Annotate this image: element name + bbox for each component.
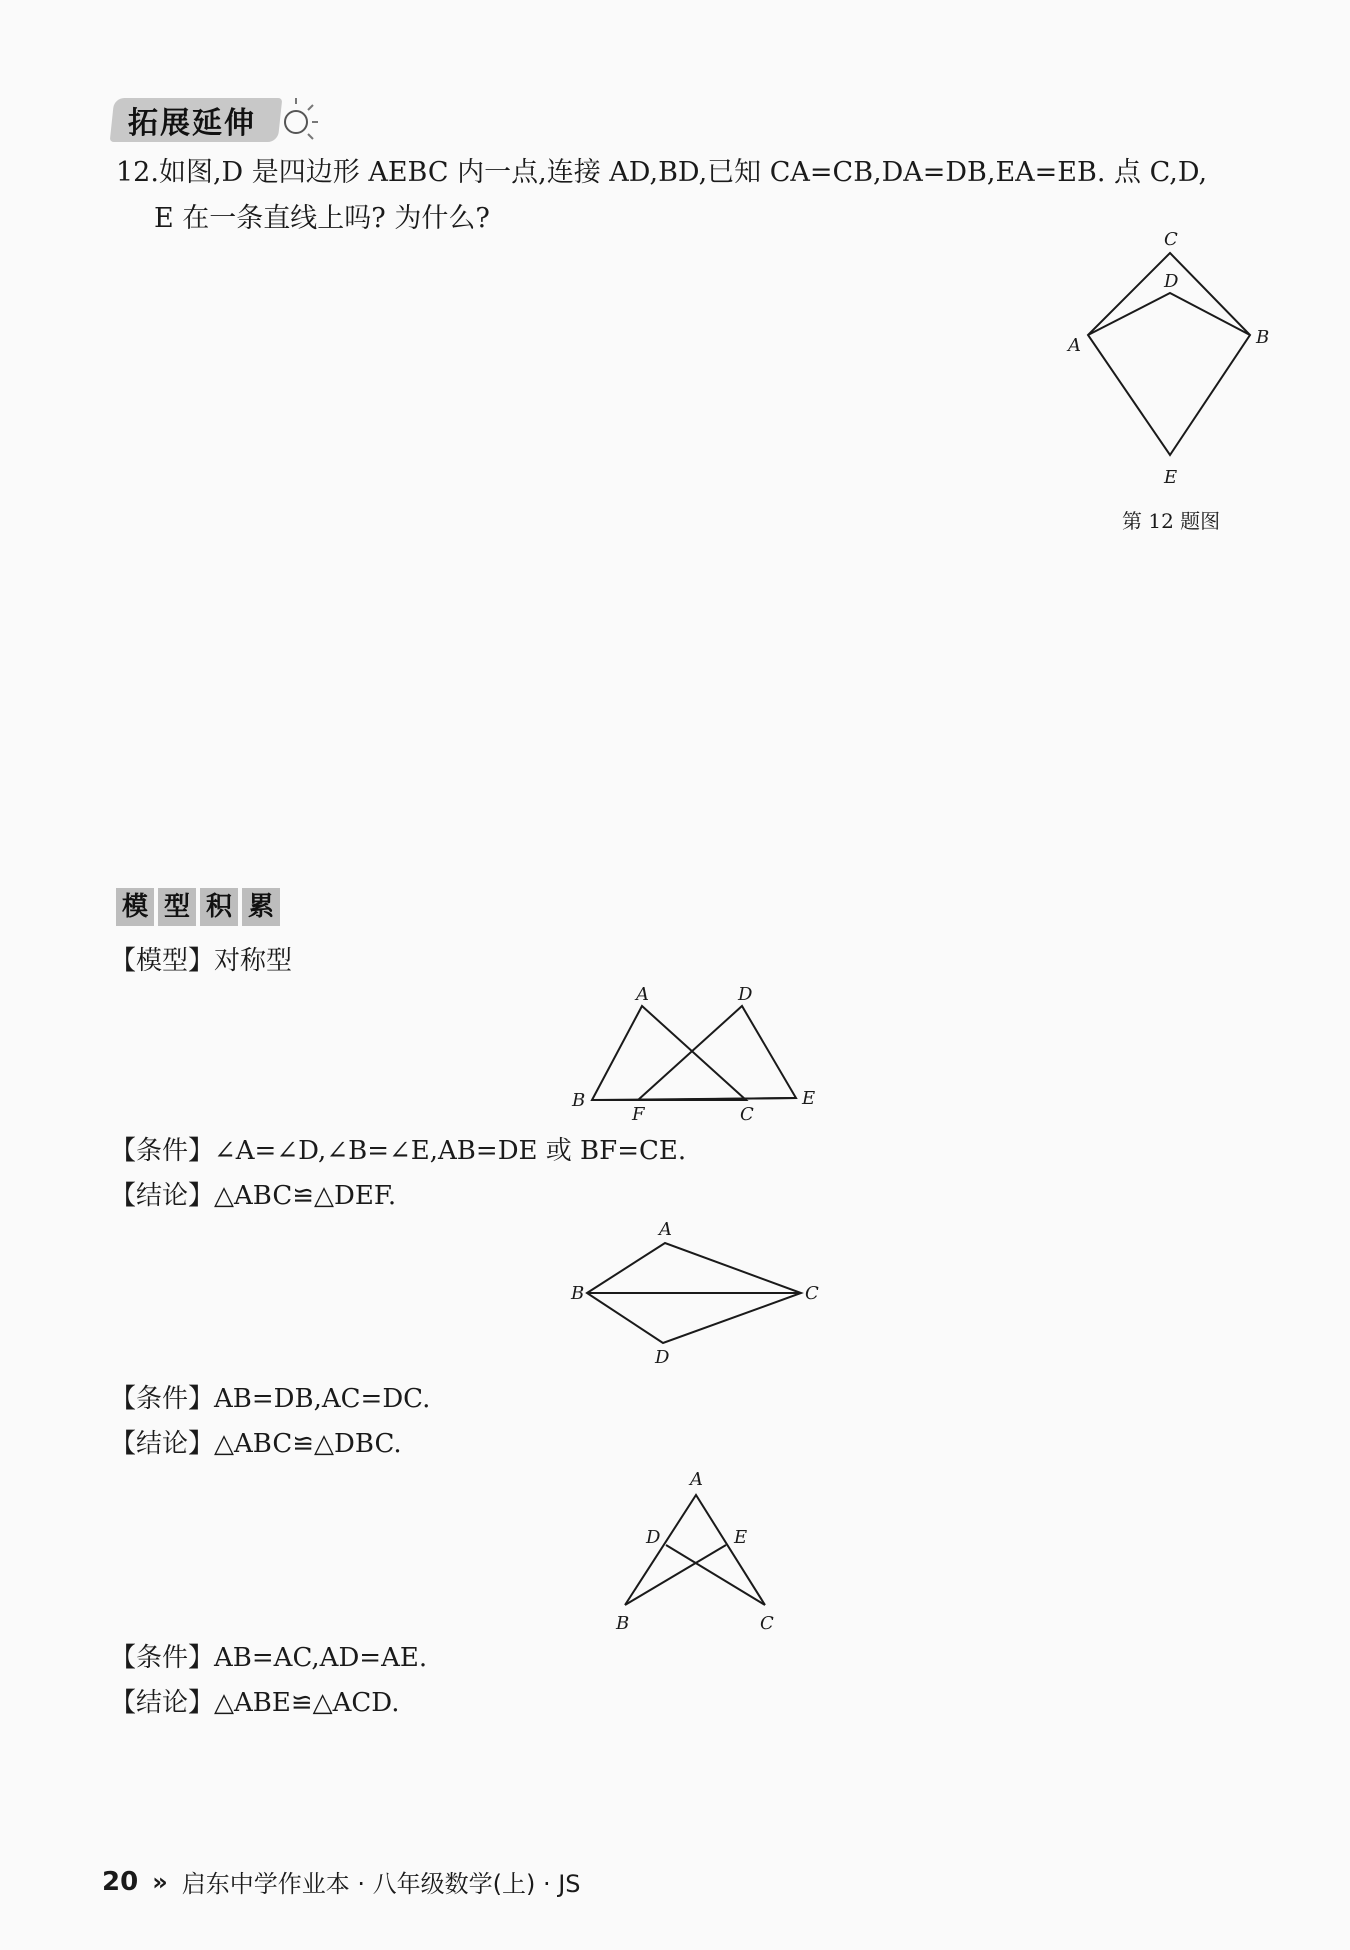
figure-12-diagram <box>1060 225 1290 495</box>
condition-3: 【条件】AB=AC,AD=AE. <box>110 1643 428 1673</box>
fig2-label-C: C <box>805 1283 819 1304</box>
fig2-label-D: D <box>655 1347 670 1368</box>
segment-BE <box>625 1545 726 1605</box>
sides-AB-AC <box>625 1495 765 1605</box>
triangle-DEF <box>638 1006 796 1100</box>
fig3-label-A: A <box>690 1469 703 1490</box>
model-char-3: 积 <box>200 888 238 926</box>
fig1-label-A: A <box>636 984 649 1005</box>
section-title: 拓展延伸 <box>128 106 256 141</box>
condition-1: 【条件】∠A=∠D,∠B=∠E,AB=DE 或 BF=CE. <box>110 1136 687 1166</box>
double-chevron-icon: » <box>152 1867 168 1896</box>
model-char-1: 模 <box>116 888 154 926</box>
fig1-label-C: C <box>740 1104 754 1125</box>
fig3-label-D: D <box>646 1527 661 1548</box>
conclusion-3: 【结论】△ABE≌△ACD. <box>110 1688 400 1718</box>
conclusion-2: 【结论】△ABC≌△DBC. <box>110 1429 402 1459</box>
model-type: 【模型】对称型 <box>110 946 293 976</box>
fig3-label-C: C <box>760 1613 774 1634</box>
model-figure-1 <box>570 980 830 1125</box>
fig1-label-B: B <box>572 1090 586 1111</box>
label-E: E <box>1164 467 1178 488</box>
question-text-1: 如图,D 是四边形 AEBC 内一点,连接 AD,BD,已知 CA=CB,DA=DB,EA=EB. 点 C,D, <box>158 157 1208 188</box>
triangle-ABC <box>592 1006 746 1100</box>
segments-AD-BD <box>1088 293 1250 335</box>
model-char-4: 累 <box>242 888 280 926</box>
question-line-2: E 在一条直线上吗? 为什么? <box>154 203 490 234</box>
lightbulb-icon <box>280 92 320 148</box>
fig3-label-B: B <box>616 1613 630 1634</box>
label-D: D <box>1164 271 1179 292</box>
model-figure-3 <box>610 1465 790 1635</box>
book-title: 启东中学作业本 · 八年级数学(上) · JS <box>181 1870 581 1898</box>
conclusion-1: 【结论】△ABC≌△DEF. <box>110 1181 397 1211</box>
question-number: 12. <box>116 157 159 188</box>
base-line-BE <box>592 1098 796 1100</box>
condition-2: 【条件】AB=DB,AC=DC. <box>110 1384 431 1414</box>
figure-12-caption: 第 12 题图 <box>1122 509 1221 533</box>
fig3-label-E: E <box>734 1527 748 1548</box>
page-footer <box>102 1864 581 1899</box>
model-section-banner <box>116 888 280 928</box>
label-B: B <box>1256 327 1270 348</box>
fig2-label-B: B <box>571 1283 585 1304</box>
label-C: C <box>1164 229 1178 250</box>
fig1-label-D: D <box>738 984 753 1005</box>
page-number: 20 <box>102 1866 139 1897</box>
question-line-1 <box>116 150 1276 196</box>
fig2-label-A: A <box>659 1219 672 1240</box>
fig1-label-F: F <box>632 1104 645 1125</box>
label-A: A <box>1068 335 1081 356</box>
fig1-label-E: E <box>802 1088 816 1109</box>
segment-CD <box>666 1545 765 1605</box>
section-banner-extension <box>112 92 312 148</box>
model-char-2: 型 <box>158 888 196 926</box>
model-figure-2 <box>565 1215 835 1368</box>
